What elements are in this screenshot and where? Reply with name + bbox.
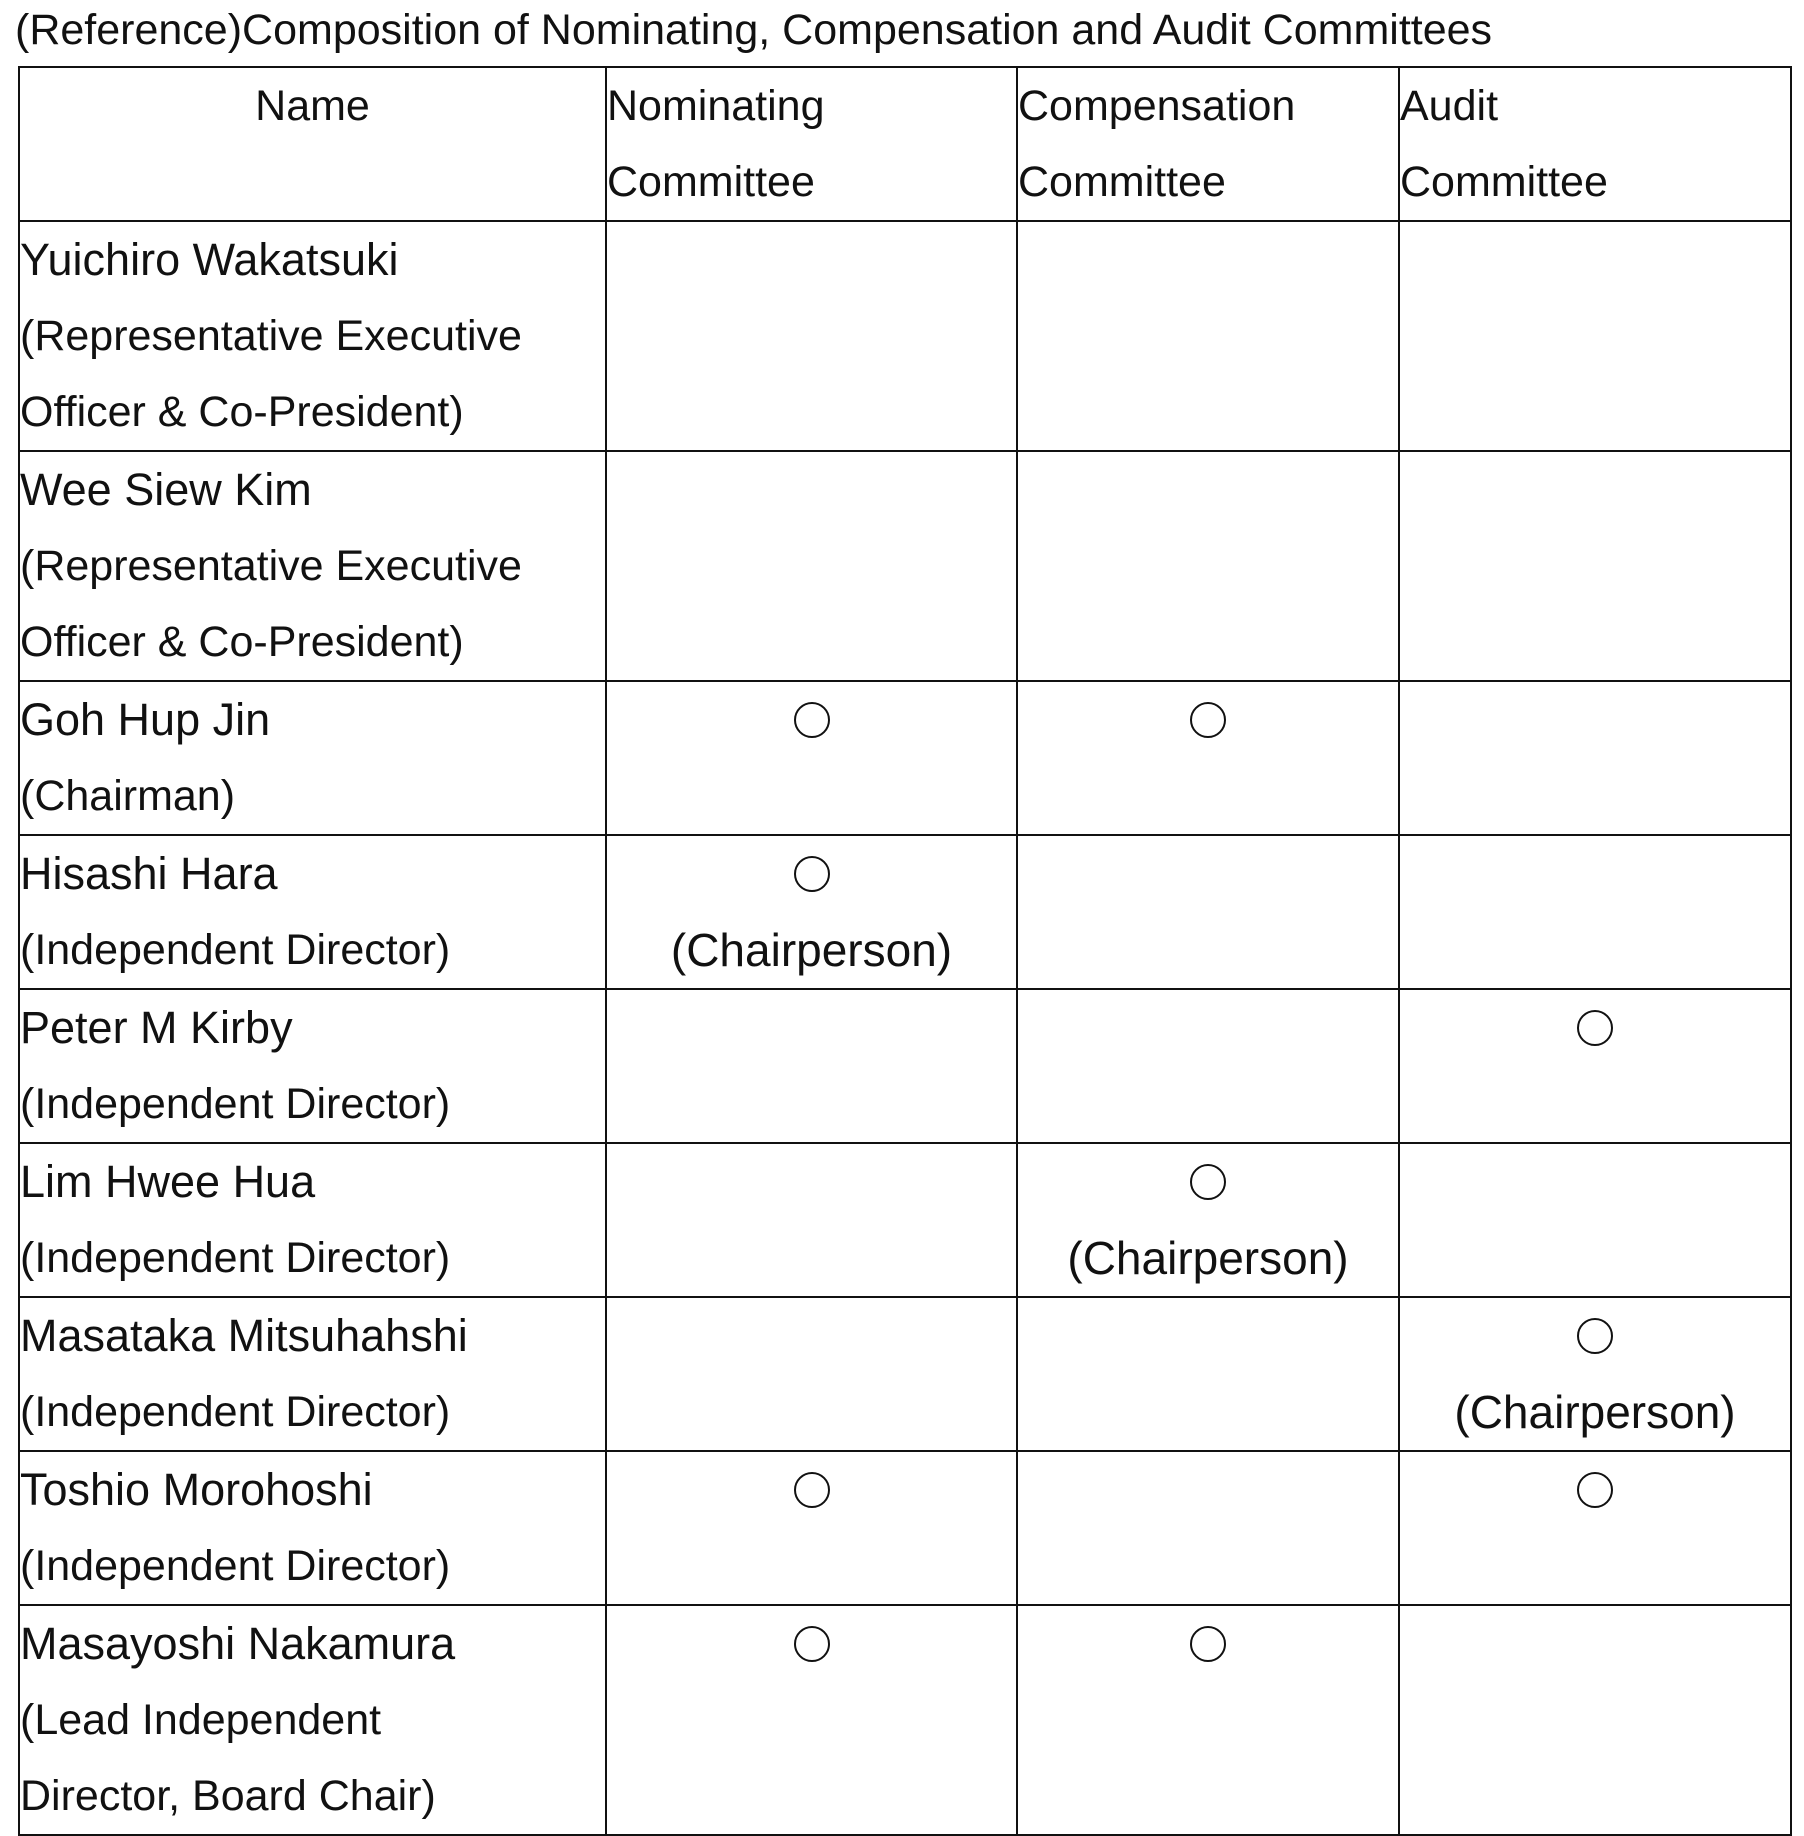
circle-icon (1577, 1010, 1613, 1046)
member-title-line: (Representative Executive (20, 542, 522, 590)
member-title-line: (Independent Director) (20, 1542, 451, 1590)
header-audit-line-2: Committee (1400, 158, 1608, 206)
compensation-committee-cell (1017, 681, 1399, 835)
circle-icon (1190, 1626, 1226, 1662)
compensation-committee-cell (1017, 451, 1399, 681)
circle-icon (1190, 702, 1226, 738)
table-row (19, 989, 1791, 1143)
member-name: Masataka Mitsuhahshi (20, 1310, 468, 1361)
chairperson-label: (Chairperson) (1067, 1232, 1349, 1284)
member-name-cell (19, 1605, 606, 1835)
header-row (19, 67, 1791, 221)
table-row (19, 1451, 1791, 1605)
header-audit-line-1: Audit (1400, 82, 1499, 130)
member-name-cell (19, 1297, 606, 1451)
circle-icon (794, 856, 830, 892)
table-row (19, 1143, 1791, 1297)
member-name: Goh Hup Jin (20, 694, 271, 745)
member-name-cell (19, 221, 606, 451)
member-name-cell (19, 681, 606, 835)
chairperson-label: (Chairperson) (670, 924, 953, 976)
compensation-committee-cell (1017, 1297, 1399, 1451)
document-title: (Reference)Composition of Nominating, Compensation and Audit Committees (15, 6, 1493, 54)
header-compensation-line-1: Compensation (1018, 82, 1296, 130)
member-name-cell (19, 989, 606, 1143)
table-row (19, 221, 1791, 451)
member-title-line: Officer & Co-President) (20, 618, 464, 666)
audit-committee-cell (1399, 1297, 1791, 1451)
member-title-line: (Chairman) (20, 772, 236, 820)
header-nominating-line-2: Committee (607, 158, 815, 206)
header-name (19, 67, 606, 221)
circle-icon (1190, 1164, 1226, 1200)
nominating-committee-cell (606, 1451, 1017, 1605)
member-name: Lim Hwee Hua (20, 1156, 316, 1207)
table-row (19, 451, 1791, 681)
nominating-committee-cell (606, 1297, 1017, 1451)
table-row (19, 835, 1791, 989)
compensation-committee-cell (1017, 835, 1399, 989)
membership-circle-icon (1018, 1606, 1398, 1682)
circle-icon (794, 1472, 830, 1508)
nominating-committee-cell (606, 221, 1017, 451)
compensation-committee-cell (1017, 221, 1399, 451)
table-row (19, 1297, 1791, 1451)
member-title-line: (Representative Executive (20, 312, 522, 360)
circle-icon (794, 702, 830, 738)
membership-circle-icon (607, 836, 1016, 912)
compensation-committee-cell (1017, 1451, 1399, 1605)
membership-circle-icon (1400, 1452, 1790, 1528)
committee-composition-table (18, 66, 1792, 1836)
table-row (19, 681, 1791, 835)
member-title-line: Director, Board Chair) (20, 1772, 436, 1820)
circle-icon (794, 1626, 830, 1662)
nominating-committee-cell (606, 1605, 1017, 1835)
audit-committee-cell (1399, 835, 1791, 989)
audit-committee-cell (1399, 221, 1791, 451)
header-compensation-committee (1017, 67, 1399, 221)
member-title-line: (Independent Director) (20, 1388, 451, 1436)
audit-committee-cell (1399, 1143, 1791, 1297)
member-title-line: Officer & Co-President) (20, 388, 464, 436)
membership-circle-icon (1018, 1144, 1398, 1220)
audit-committee-cell (1399, 1605, 1791, 1835)
member-title-line: (Independent Director) (20, 1080, 451, 1128)
nominating-committee-cell (606, 1143, 1017, 1297)
member-rows (19, 221, 1791, 1835)
member-name: Wee Siew Kim (20, 464, 312, 515)
membership-circle-icon (1400, 1298, 1790, 1374)
member-title-line: (Independent Director) (20, 926, 451, 974)
member-title-line: (Lead Independent (20, 1696, 382, 1744)
member-name-cell (19, 451, 606, 681)
membership-circle-icon (607, 1606, 1016, 1682)
member-title-line: (Independent Director) (20, 1234, 451, 1282)
member-name-cell (19, 1451, 606, 1605)
nominating-committee-cell (606, 989, 1017, 1143)
member-name: Toshio Morohoshi (20, 1464, 373, 1515)
membership-circle-icon (1018, 682, 1398, 758)
nominating-committee-cell (606, 451, 1017, 681)
header-name-label: Name (255, 82, 370, 130)
header-nominating-committee (606, 67, 1017, 221)
member-name: Yuichiro Wakatsuki (20, 234, 399, 285)
header-nominating-line-1: Nominating (607, 82, 825, 130)
member-name-cell (19, 835, 606, 989)
member-name: Hisashi Hara (20, 848, 278, 899)
membership-circle-icon (607, 682, 1016, 758)
compensation-committee-cell (1017, 989, 1399, 1143)
circle-icon (1577, 1472, 1613, 1508)
audit-committee-cell (1399, 989, 1791, 1143)
circle-icon (1577, 1318, 1613, 1354)
header-audit-committee (1399, 67, 1791, 221)
compensation-committee-cell (1017, 1143, 1399, 1297)
header-compensation-line-2: Committee (1018, 158, 1226, 206)
membership-circle-icon (607, 1452, 1016, 1528)
member-name: Peter M Kirby (20, 1002, 293, 1053)
member-name: Masayoshi Nakamura (20, 1618, 456, 1669)
compensation-committee-cell (1017, 1605, 1399, 1835)
table-row (19, 1605, 1791, 1835)
member-name-cell (19, 1143, 606, 1297)
audit-committee-cell (1399, 1451, 1791, 1605)
chairperson-label: (Chairperson) (1454, 1386, 1736, 1438)
audit-committee-cell (1399, 681, 1791, 835)
nominating-committee-cell (606, 681, 1017, 835)
nominating-committee-cell (606, 835, 1017, 989)
audit-committee-cell (1399, 451, 1791, 681)
membership-circle-icon (1400, 990, 1790, 1066)
